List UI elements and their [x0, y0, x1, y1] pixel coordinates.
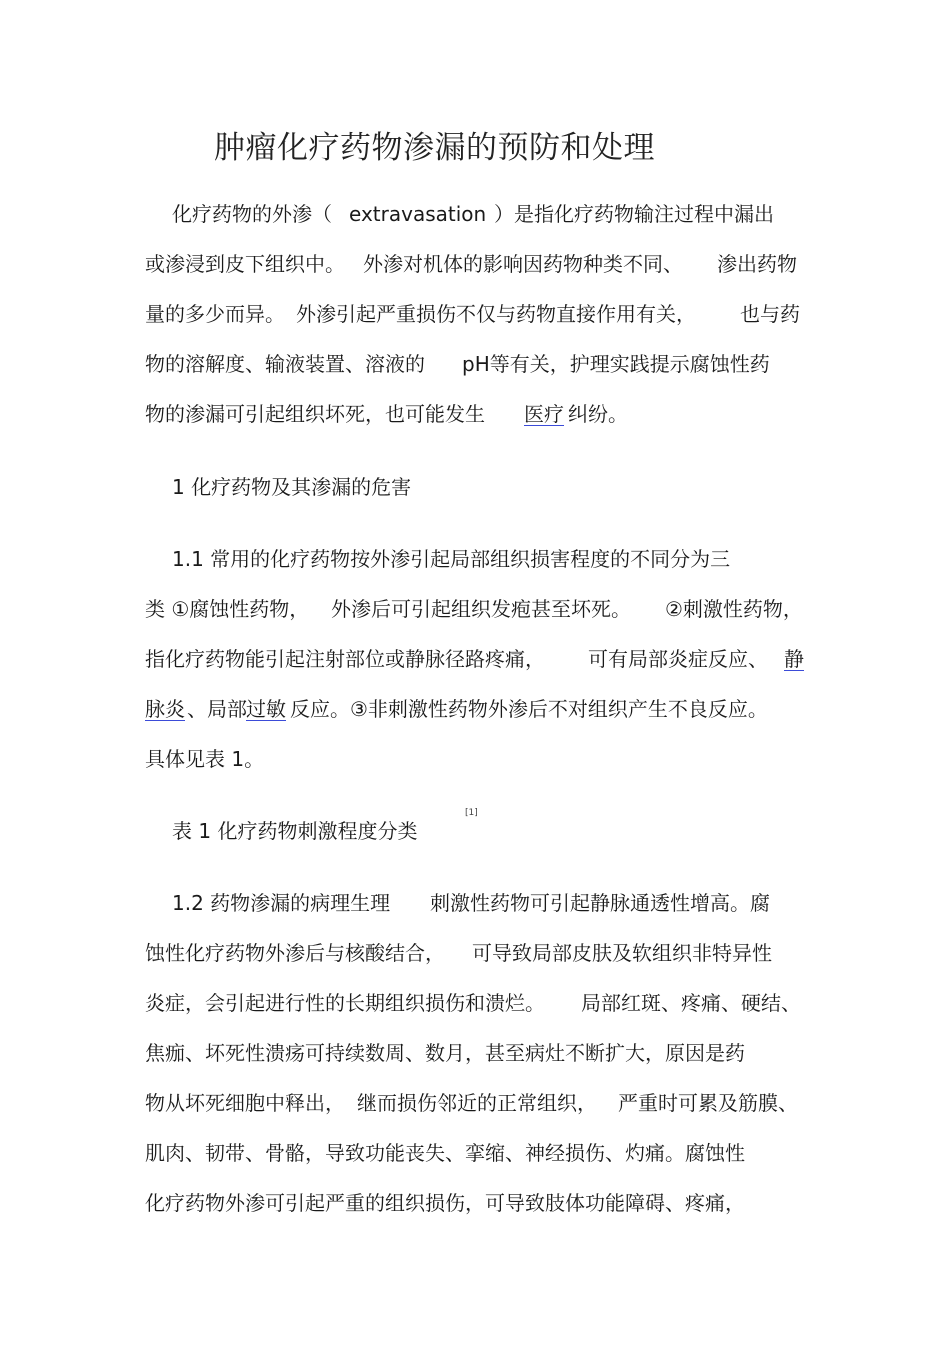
text-segment: 外渗后可引起组织发疱甚至坏死。	[331, 597, 631, 621]
text-segment: 指化疗药物能引起注射部位或静脉径路疼痛，	[145, 647, 545, 671]
text-segment: 可导致局部皮肤及软组织非特异性	[472, 941, 772, 965]
text-segment: 1.2 药物渗漏的病理生理	[172, 891, 391, 915]
text-segment: 炎症，会引起进行性的长期组织损伤和溃烂。	[145, 991, 545, 1015]
text-segment: 肌肉、韧带、骨骼，导致功能丧失、挛缩、神经损伤、灼痛。腐蚀性	[145, 1141, 745, 1165]
text-segment: 量的多少而异。	[145, 302, 285, 326]
text-segment: 渗出药物	[717, 252, 797, 276]
text-segment: 蚀性化疗药物外渗后与核酸结合，	[145, 941, 445, 965]
link-phlebitis-part1[interactable]: 静	[784, 647, 804, 671]
text-segment: 具体见表 1。	[145, 747, 265, 771]
text-segment: 外渗对机体的影响因药物种类不同、	[363, 252, 683, 276]
text-segment: ）是指化疗药物输注过程中漏出	[494, 202, 774, 226]
text-segment: ②刺激性药物，	[665, 597, 803, 621]
text-segment: 反应。③非刺激性药物外渗后不对组织产生不良反应。	[290, 697, 768, 721]
text-segment: 化疗药物的外渗（	[172, 202, 332, 226]
text-segment: 、局部	[187, 697, 247, 721]
document-title: 肿瘤化疗药物渗漏的预防和处理	[214, 130, 655, 166]
text-segment: 1.1 常用的化疗药物按外渗引起局部组织损害程度的不同分为三	[172, 547, 731, 571]
section-heading-text: 1 化疗药物及其渗漏的危害	[172, 475, 412, 499]
text-segment: 刺激性药物可引起静脉通透性增高。腐	[430, 891, 770, 915]
text-segment: 可有局部炎症反应、	[588, 647, 768, 671]
text-segment: 化疗药物外渗可引起严重的组织损伤，可导致肢体功能障碍、疼痛，	[145, 1191, 745, 1215]
table-caption-text: 表 1 化疗药物刺激程度分类	[172, 819, 418, 843]
text-segment: 焦痂、坏死性溃疡可持续数周、数月，甚至病灶不断扩大，原因是药	[145, 1041, 745, 1065]
text-segment: 纠纷。	[568, 402, 628, 426]
text-segment: 局部红斑、疼痛、硬结、	[581, 991, 801, 1015]
text-segment: 物的溶解度、输液装置、溶液的	[145, 352, 425, 376]
text-segment: 物的渗漏可引起组织坏死，也可能发生	[145, 402, 485, 426]
link-phlebitis-part2[interactable]: 脉炎	[145, 697, 185, 721]
term-extravasation: extravasation	[349, 202, 487, 226]
text-segment: 也与药	[740, 302, 800, 326]
text-segment: 继而损伤邻近的正常组织，	[357, 1091, 597, 1115]
text-segment: 类 ①腐蚀性药物，	[145, 597, 310, 621]
link-medical[interactable]: 医疗	[524, 402, 564, 426]
text-segment: 物从坏死细胞中释出，	[145, 1091, 345, 1115]
link-allergy[interactable]: 过敏	[246, 697, 286, 721]
text-segment: 严重时可累及筋膜、	[618, 1091, 798, 1115]
citation-ref[interactable]: [1]	[465, 808, 478, 818]
text-segment: 或渗浸到皮下组织中。	[145, 252, 345, 276]
text-segment: pH等有关，护理实践提示腐蚀性药	[462, 352, 770, 376]
text-segment: 外渗引起严重损伤不仅与药物直接作用有关，	[296, 302, 696, 326]
